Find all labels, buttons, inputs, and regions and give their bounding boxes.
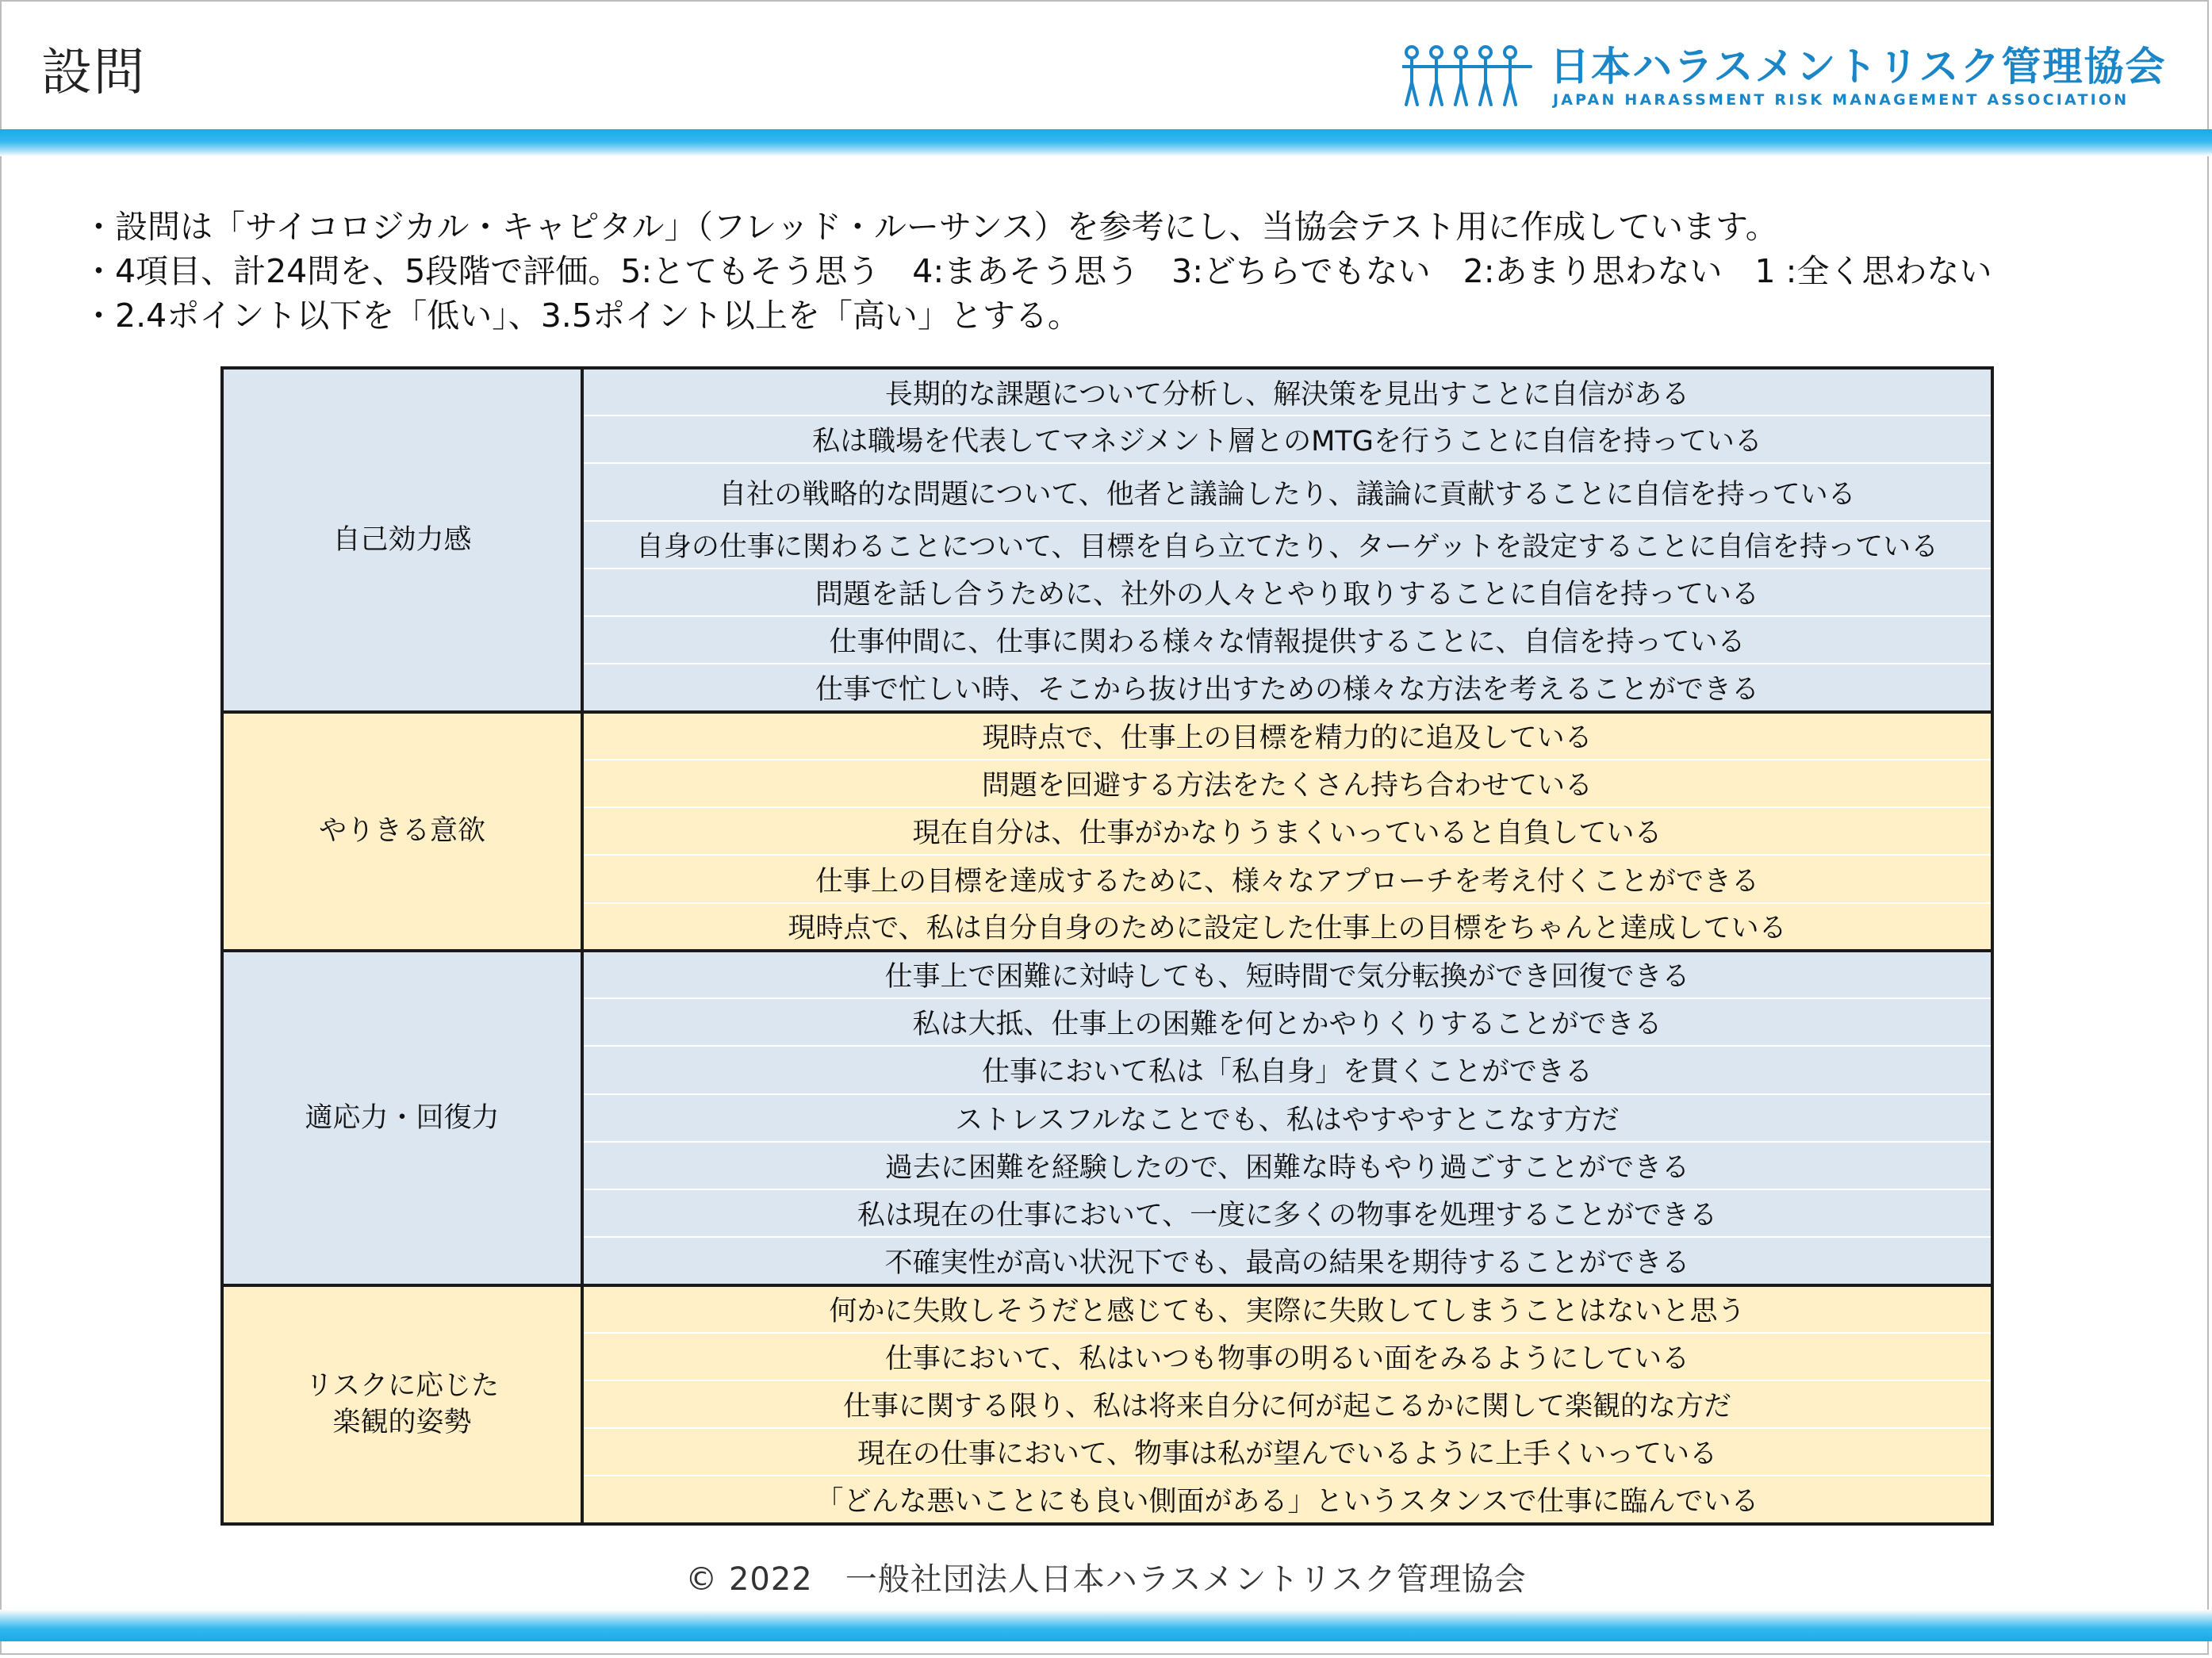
question-cell: 現時点で、仕事上の目標を精力的に追及している bbox=[582, 712, 1992, 760]
question-cell: 問題を回避する方法をたくさん持ち合わせている bbox=[582, 760, 1992, 807]
association-logo bbox=[1402, 44, 2167, 113]
intro-line: ・4項目、計24問を、5段階で評価。5:とてもそう思う 4:まあそう思う 3:どちらでもない 2:あまり思わない 1 :全く思わない bbox=[82, 252, 1992, 290]
question-cell: 自身の仕事に関わることについて、目標を自ら立てたり、ターゲットを設定することに自信を持っている bbox=[582, 521, 1992, 569]
copyright-footer: © 2022 一般社団法人日本ハラスメントリスク管理協会 bbox=[685, 1561, 1527, 1598]
table-row bbox=[222, 368, 1992, 415]
table-row bbox=[222, 951, 1992, 998]
question-cell: 仕事仲間に、仕事に関わる様々な情報提供することに、自信を持っている bbox=[582, 616, 1992, 664]
logo-name-jp: 日本ハラスメントリスク管理協会 bbox=[1550, 44, 2167, 90]
question-cell: 不確実性が高い状況下でも、最高の結果を期待することができる bbox=[582, 1237, 1992, 1285]
question-cell: 「どんな悪いことにも良い側面がある」というスタンスで仕事に臨んでいる bbox=[582, 1476, 1992, 1524]
question-cell: 私は現在の仕事において、一度に多くの物事を処理することができる bbox=[582, 1189, 1992, 1237]
people-figures-icon bbox=[1402, 44, 1534, 108]
header bbox=[0, 0, 2212, 131]
figure-icon bbox=[1403, 47, 1426, 105]
category-resilience: 適応力・回復力 bbox=[222, 951, 582, 1285]
question-cell: 現在自分は、仕事がかなりうまくいっていると自負している bbox=[582, 807, 1992, 855]
question-cell: 何かに失敗しそうだと感じても、実際に失敗してしまうことはないと思う bbox=[582, 1285, 1992, 1333]
header-band bbox=[0, 129, 2212, 156]
question-cell: 仕事において私は「私自身」を貫くことができる bbox=[582, 1046, 1992, 1093]
question-cell: 過去に困難を経験したので、困難な時もやり過ごすことができる bbox=[582, 1142, 1992, 1189]
logo-name-en: JAPAN HARASSMENT RISK MANAGEMENT ASSOCIATION bbox=[1553, 91, 2130, 109]
question-cell: 仕事において、私はいつも物事の明るい面をみるようにしている bbox=[582, 1333, 1992, 1380]
question-cell: 私は職場を代表してマネジメント層とのMTGを行うことに自信を持っている bbox=[582, 415, 1992, 463]
table-row bbox=[222, 1285, 1992, 1333]
question-cell: 仕事に関する限り、私は将来自分に何が起こるかに関して楽観的な方だ bbox=[582, 1380, 1992, 1428]
category-label-line: リスクに応じた bbox=[305, 1370, 500, 1403]
question-cell: 現在の仕事において、物事は私が望んでいるように上手くいっている bbox=[582, 1428, 1992, 1476]
question-cell: 長期的な課題について分析し、解決策を見出すことに自信がある bbox=[582, 368, 1992, 415]
question-table bbox=[220, 366, 1994, 1526]
intro-line: ・2.4ポイント以下を「低い」、3.5ポイント以上を「高い」とする。 bbox=[82, 297, 1080, 335]
footer-band bbox=[0, 1610, 2212, 1641]
category-label-line: 楽観的姿勢 bbox=[332, 1407, 472, 1439]
category-optimism bbox=[222, 1285, 582, 1524]
intro-notes bbox=[82, 205, 2145, 338]
question-cell: 仕事上で困難に対峙しても、短時間で気分転換ができ回復できる bbox=[582, 951, 1992, 998]
question-cell: ストレスフルなことでも、私はやすやすとこなす方だ bbox=[582, 1094, 1992, 1142]
question-cell: 現時点で、私は自分自身のために設定した仕事上の目標をちゃんと達成している bbox=[582, 903, 1992, 951]
category-self-efficacy: 自己効力感 bbox=[222, 368, 582, 712]
question-cell: 仕事上の目標を達成するために、様々なアプローチを考え付くことができる bbox=[582, 855, 1992, 902]
category-drive: やりきる意欲 bbox=[222, 712, 582, 951]
table-row bbox=[222, 712, 1992, 760]
page-title: 設問 bbox=[41, 44, 146, 102]
question-cell: 仕事で忙しい時、そこから抜け出すための様々な方法を考えることができる bbox=[582, 664, 1992, 711]
intro-line: ・設問は「サイコロジカル・キャピタル」（フレッド・ルーサンス）を参考にし、当協会テスト用に作成しています。 bbox=[82, 208, 1778, 246]
question-cell: 自社の戦略的な問題について、他者と議論したり、議論に貢献することに自信を持っている bbox=[582, 463, 1992, 520]
question-cell: 私は大抵、仕事上の困難を何とかやりくりすることができる bbox=[582, 998, 1992, 1046]
question-cell: 問題を話し合うために、社外の人々とやり取りすることに自信を持っている bbox=[582, 569, 1992, 616]
